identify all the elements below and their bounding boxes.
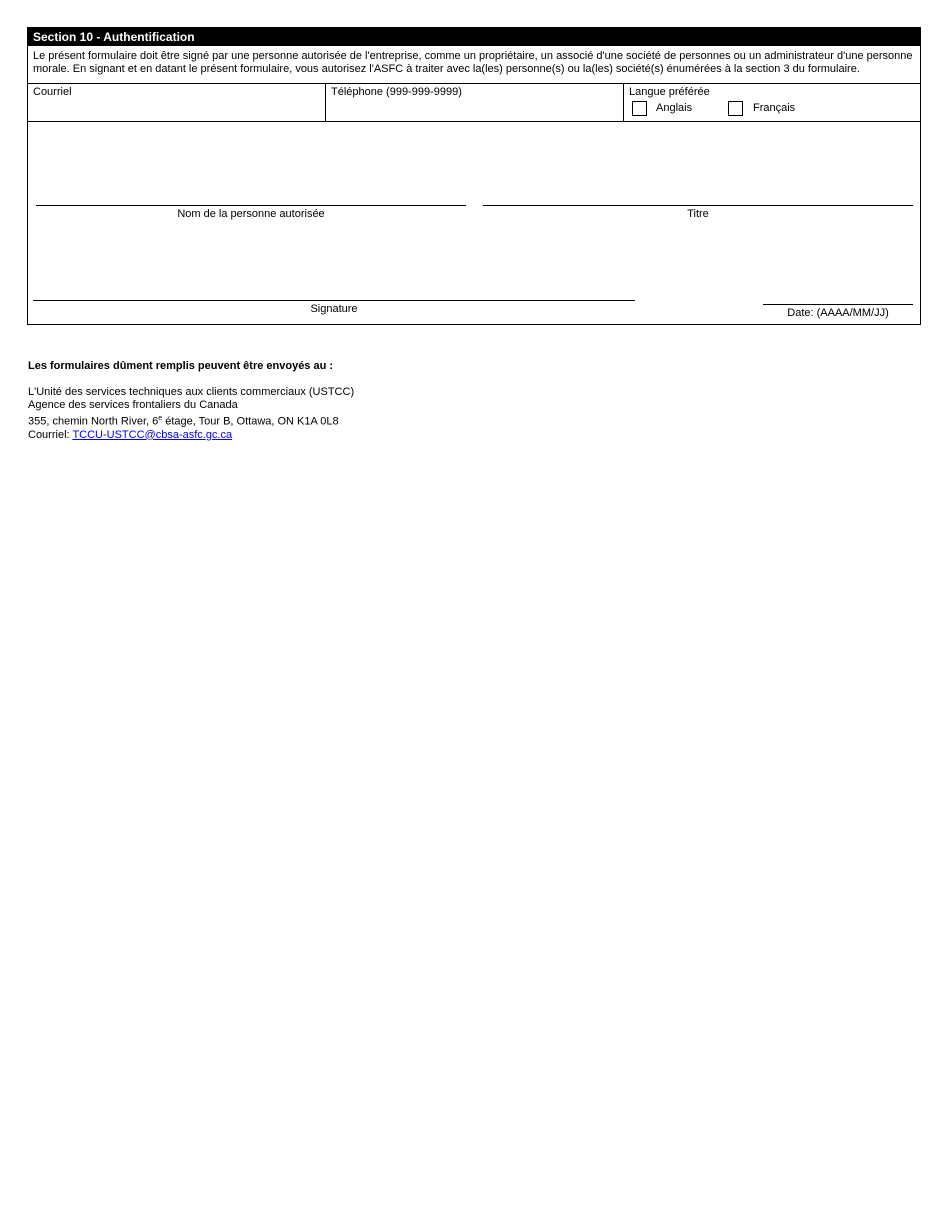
language-label: Langue préférée: [629, 86, 710, 98]
title-label: Titre: [687, 208, 709, 220]
language-options: [632, 101, 912, 119]
french-checkbox[interactable]: [728, 101, 743, 116]
address-superscript: e: [158, 415, 163, 422]
section-title: Section 10 - Authentification: [28, 28, 920, 46]
preferred-language-field: [624, 84, 920, 121]
title-input-line[interactable]: [483, 205, 913, 206]
submission-info: [28, 360, 628, 442]
name-input-line[interactable]: [36, 205, 466, 206]
signature-label: Signature: [310, 303, 358, 315]
address-part-end: étage, Tour B, Ottawa, ON K1A 0L8: [162, 415, 339, 428]
unit-name: L'Unité des services techniques aux clients commerciaux (USTCC): [28, 386, 355, 398]
email-field[interactable]: [28, 84, 326, 121]
contact-email: [28, 429, 628, 442]
mailing-address: [28, 412, 628, 429]
english-label: Anglais: [656, 102, 693, 114]
date-label: Date: (AAAA/MM/JJ): [787, 307, 889, 319]
authentication-section: [27, 27, 921, 325]
agency-name: Agence des services frontaliers du Canada: [28, 399, 238, 411]
french-label: Français: [753, 102, 796, 114]
phone-label: Téléphone (999-999-9999): [331, 86, 462, 98]
phone-field[interactable]: [326, 84, 624, 121]
contact-fields-row: [28, 84, 920, 122]
name-label: Nom de la personne autorisée: [177, 208, 325, 220]
date-input-line[interactable]: [763, 304, 913, 305]
signature-input-line[interactable]: [33, 300, 635, 301]
email-link[interactable]: TCCU-USTCC@cbsa-asfc.gc.ca: [72, 428, 233, 441]
english-checkbox[interactable]: [632, 101, 647, 116]
address-part: 355, chemin North River, 6: [28, 415, 159, 428]
email-prefix: Courriel:: [28, 428, 73, 441]
section-intro-text: Le présent formulaire doit être signé par une personne autorisée de l'entreprise, comme un propriétaire, un associé d'une société de personnes ou un administrateur d'une personne morale. En signant et en datant le présent formulaire, vous autorisez l'ASFC à traiter avec la(les) personne(s) ou la(les) société(s) énumérées à la section 3 du formulaire.: [28, 46, 920, 84]
submission-title: Les formulaires dûment remplis peuvent être envoyés au :: [28, 360, 334, 372]
email-label: Courriel: [33, 86, 72, 98]
